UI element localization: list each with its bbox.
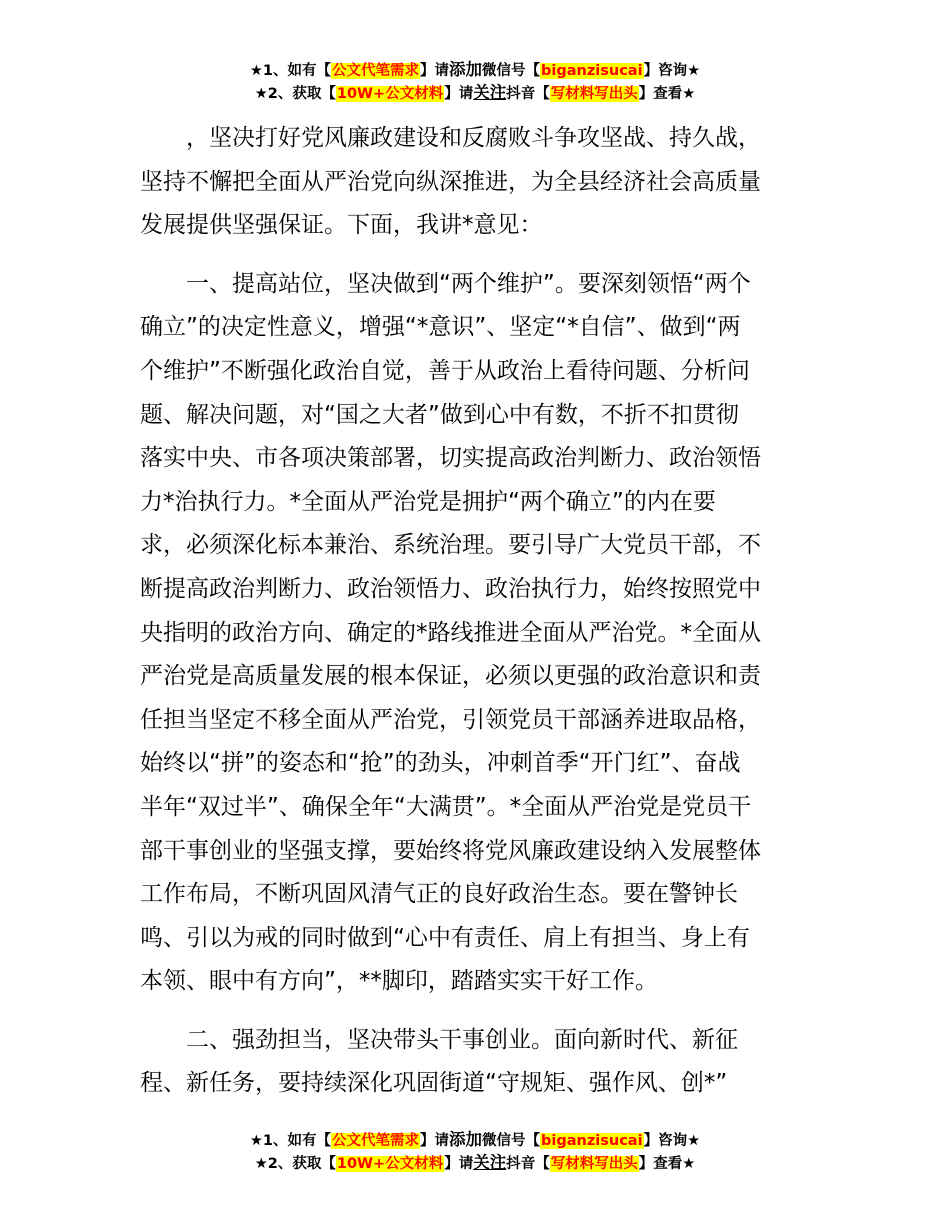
- body-line: 确立”的决定性意义，增强“*意识”、坚定“*自信”、做到“两: [140, 314, 741, 341]
- body-line: 任担当坚定不移全面从严治党，引领党员干部涵养进取品格，: [140, 706, 761, 733]
- highlight-materials: 10W+公文材料: [336, 1156, 444, 1172]
- star-icon: ★: [254, 1156, 268, 1172]
- body-line: 题、解决问题，对“国之大者”做到心中有数，不折不扣贯彻: [140, 401, 739, 428]
- body-line: 鸣、引以为戒的同时做到“心中有责任、肩上有担当、身上有: [140, 924, 750, 951]
- highlight-materials: 10W+公文材料: [336, 86, 444, 102]
- document-body: [140, 117, 810, 1106]
- star-icon: ★: [249, 63, 263, 79]
- body-line: 本领、眼中有方向”，**脚印，踏踏实实干好工作。: [140, 968, 658, 995]
- body-line: 个维护”不断强化政治自觉，善于从政治上看待问题、分析问: [140, 357, 750, 384]
- body-line: 力*治执行力。*全面从严治党是拥护“两个确立”的内在要: [140, 488, 716, 515]
- body-line: 断提高政治判断力、政治领悟力、政治执行力，始终按照党中: [140, 575, 761, 602]
- body-line: 一、提高站位，坚决做到“两个维护”。要深刻领悟“两个: [186, 270, 751, 297]
- star-icon: ★: [249, 1133, 263, 1149]
- footer-banner-line-1: ★1、如有【公文代笔需求】请添加微信号【biganzisucai】咨询★: [249, 1130, 701, 1149]
- header-banner-line-1: ★1、如有【公文代笔需求】请添加微信号【biganzisucai】咨询★: [249, 60, 701, 79]
- star-icon: ★: [254, 86, 268, 102]
- body-line: 二、强劲担当，坚决带头干事创业。面向新时代、新征: [186, 1026, 738, 1053]
- body-line: 程、新任务，要持续深化巩固街道“守规矩、强作风、创*”: [140, 1070, 728, 1097]
- body-line: 央指明的政治方向、确定的*路线推进全面从严治党。*全面从: [140, 619, 761, 646]
- body-line: 严治党是高质量发展的根本保证，必须以更强的政治意识和责: [140, 663, 761, 690]
- footer-banner-line-2: ★2、获取【10W+公文材料】请关注抖音【写材料写出头】查看★: [254, 1153, 696, 1172]
- footer-banner: [0, 1129, 950, 1175]
- highlight-service: 公文代笔需求: [332, 63, 420, 79]
- body-line: ，坚决打好党风廉政建设和反腐败斗争攻坚战、持久战，: [186, 125, 761, 151]
- highlight-wechat-id: biganzisucai: [541, 63, 643, 79]
- header-banner-line-2: ★2、获取【10W+公文材料】请关注抖音【写材料写出头】查看★: [254, 83, 696, 102]
- body-line: 求，必须深化标本兼治、系统治理。要引导广大党员干部，不: [140, 532, 761, 559]
- highlight-wechat-id: biganzisucai: [541, 1133, 643, 1149]
- highlight-douyin-id: 写材料写出头: [550, 1156, 638, 1172]
- body-line: 半年“双过半”、确保全年“大满贯”。*全面从严治党是党员干: [140, 793, 752, 820]
- body-line: 始终以“拼”的姿态和“抢”的劲头，冲刺首季“开门红”、奋战: [140, 750, 741, 777]
- body-line: 部干事创业的坚强支撑，要始终将党风廉政建设纳入发展整体: [140, 837, 761, 864]
- header-banner: [0, 59, 950, 105]
- body-line: 工作布局，不断巩固风清气正的良好政治生态。要在警钟长: [140, 881, 738, 908]
- body-line: 落实中央、市各项决策部署，切实提高政治判断力、政治领悟: [140, 445, 761, 472]
- body-line: 发展提供坚强保证。下面，我讲*意见：: [140, 212, 543, 239]
- highlight-service: 公文代笔需求: [332, 1133, 420, 1149]
- body-line: 坚持不懈把全面从严治党向纵深推进，为全县经济社会高质量: [140, 168, 761, 195]
- highlight-douyin-id: 写材料写出头: [550, 86, 638, 102]
